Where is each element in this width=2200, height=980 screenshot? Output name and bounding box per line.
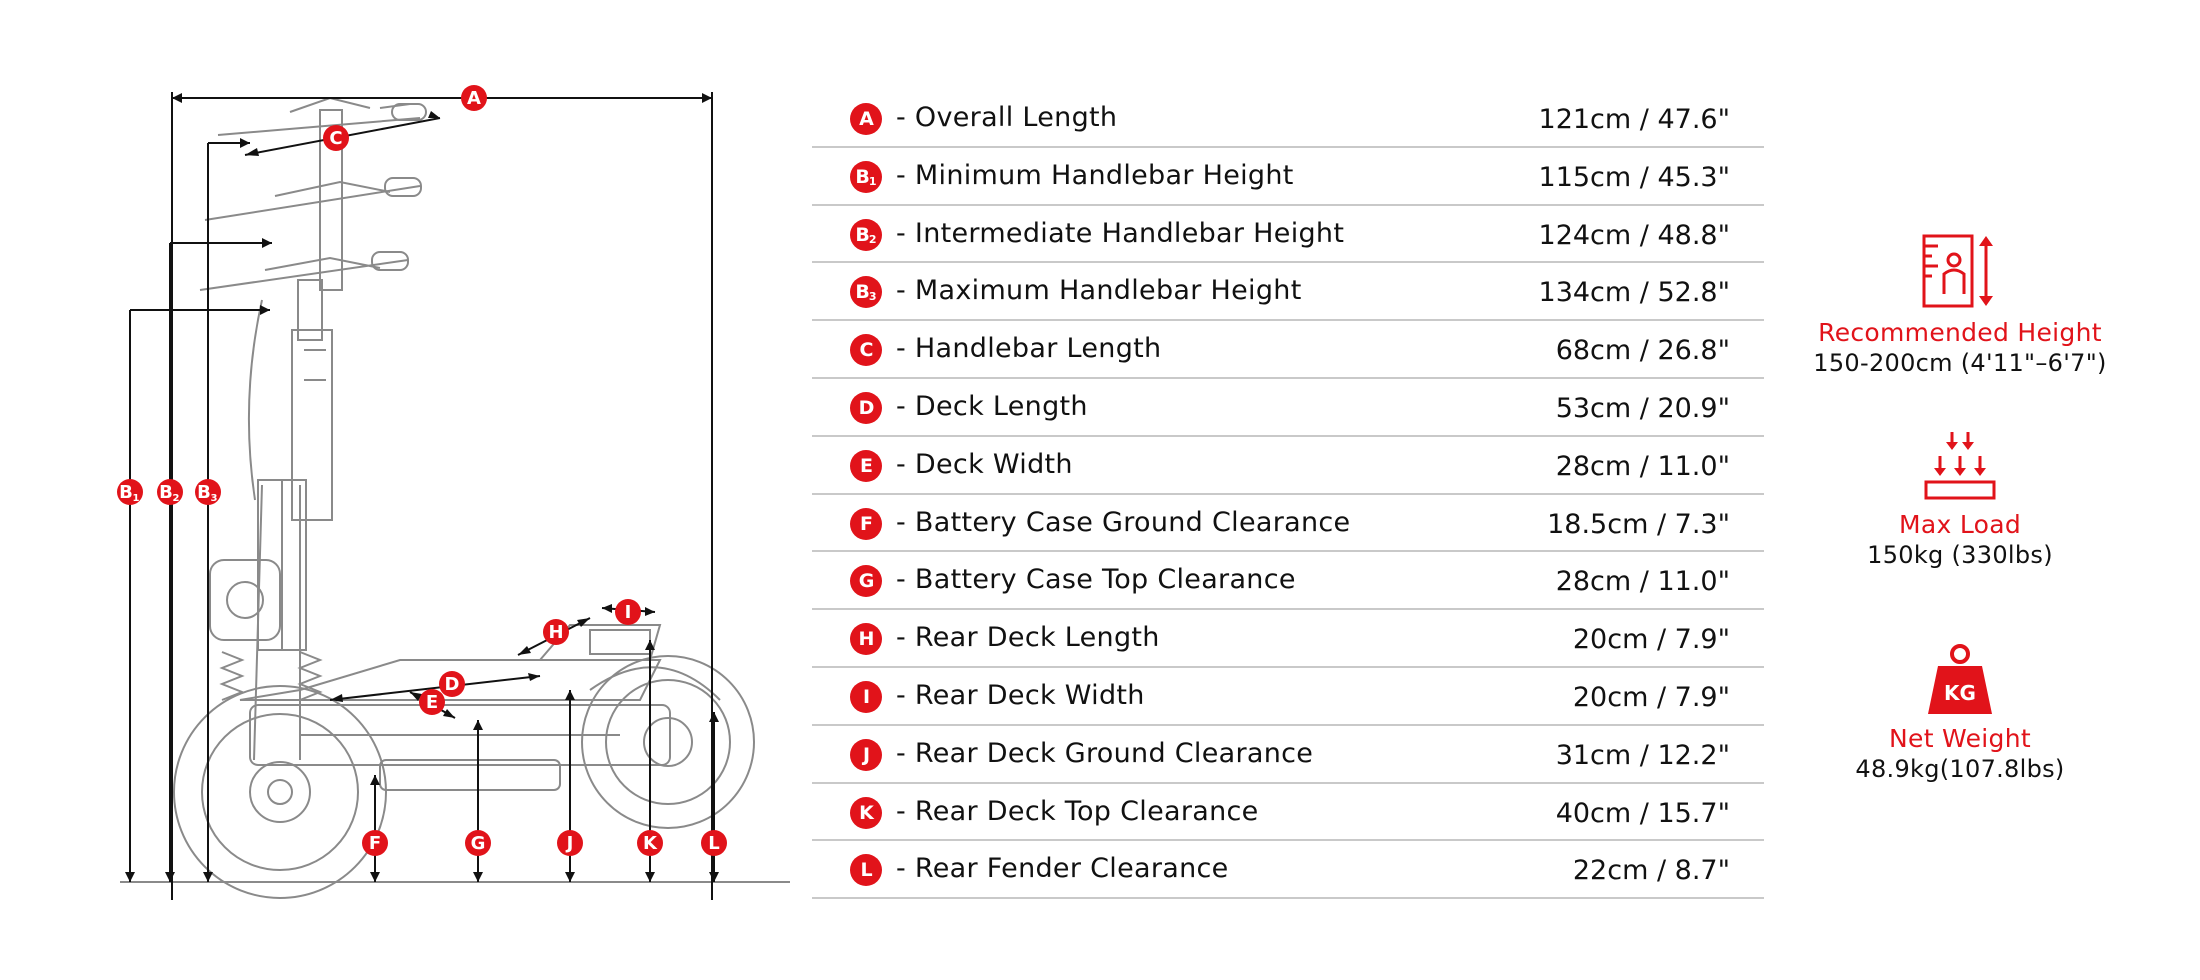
spec-row-b1 [812,148,1764,206]
spec-label: - Deck Width [896,448,1073,480]
spec-label: - Battery Case Ground Clearance [896,506,1351,538]
svg-text:F: F [368,833,382,854]
spec-badge: H [850,623,882,655]
spec-label: - Rear Fender Clearance [896,853,1229,885]
svg-text:B: B [159,482,173,503]
spec-value: 68cm / 26.8" [1555,335,1730,367]
spec-value: 31cm / 12.2" [1555,739,1730,771]
spec-label: - Deck Length [896,390,1088,422]
scooter-dimension-diagram [0,0,800,920]
spec-row-j [812,726,1764,784]
spec-badge: L [850,854,882,886]
marker-i [615,599,641,625]
svg-text:B: B [197,482,211,503]
max-load-block [1800,428,2120,569]
svg-text:I: I [624,602,632,623]
marker-d [439,671,465,697]
spec-value: 20cm / 7.9" [1572,624,1730,656]
spec-row-k [812,784,1764,842]
svg-text:E: E [425,692,439,713]
svg-text:L: L [708,833,720,854]
svg-text:G: G [470,833,486,854]
spec-label: - Handlebar Length [896,333,1162,365]
spec-label: - Rear Deck Top Clearance [896,795,1259,827]
spec-value: 53cm / 20.9" [1555,392,1730,424]
spec-row-b3 [812,263,1764,321]
marker-b1 [117,479,143,505]
info-value: 48.9kg(107.8lbs) [1855,755,2065,783]
info-value: 150kg (330lbs) [1867,541,2053,569]
spec-badge: F [850,508,882,540]
spec-badge: J [850,739,882,771]
spec-row-d [812,379,1764,437]
marker-f [362,830,388,856]
net-weight-block [1800,642,2120,783]
svg-text:A: A [467,88,481,109]
marker-b3 [195,479,221,505]
spec-row-c [812,321,1764,379]
svg-text:H: H [548,622,564,643]
spec-badge: E [850,450,882,482]
spec-value: 124cm / 48.8" [1538,219,1730,251]
spec-row-h [812,610,1764,668]
marker-g [465,830,491,856]
spec-label: - Rear Deck Ground Clearance [896,737,1314,769]
marker-e [419,689,445,715]
marker-l [701,830,727,856]
marker-k [637,830,663,856]
info-title: Net Weight [1889,724,2031,753]
marker-a [461,85,487,111]
spec-value: 134cm / 52.8" [1538,277,1730,309]
svg-text:KG: KG [1944,681,1976,705]
spec-badge: $B_3$ [850,276,882,308]
info-title: Max Load [1898,510,2021,539]
spec-badge: $B_2$ [850,219,882,251]
spec-label: - Battery Case Top Clearance [896,564,1296,596]
spec-value: 40cm / 15.7" [1555,797,1730,829]
spec-value: 115cm / 45.3" [1538,161,1730,193]
marker-h [543,619,569,645]
height-ruler-person-icon [1920,232,2000,312]
spec-value: 121cm / 47.6" [1538,104,1730,135]
svg-text:C: C [329,128,343,149]
spec-row-l [812,841,1764,899]
spec-row-i [812,668,1764,726]
svg-text:D: D [444,674,460,695]
max-load-arrows-icon [1920,428,2000,504]
spec-value: 22cm / 8.7" [1572,855,1730,887]
scooter-sketch [174,98,754,898]
spec-label: - Minimum Handlebar Height [896,159,1294,191]
kg-weight-icon [1920,642,2000,718]
svg-text:2: 2 [172,493,180,504]
spec-row-e [812,437,1764,495]
spec-value: 18.5cm / 7.3" [1547,508,1730,540]
spec-badge: D [850,392,882,424]
spec-badge: C [850,334,882,366]
spec-badge: $B_1$ [850,161,882,193]
svg-text:J: J [566,833,574,854]
spec-table [812,90,1764,899]
spec-label: - Rear Deck Length [896,622,1160,654]
spec-label: - Maximum Handlebar Height [896,275,1302,307]
marker-j [557,830,583,856]
recommended-height-block [1800,232,2120,377]
marker-b2 [157,479,183,505]
spec-row-f [812,495,1764,553]
svg-text:3: 3 [210,493,218,504]
spec-label: - Rear Deck Width [896,679,1145,711]
spec-badge: K [850,797,882,829]
marker-c [323,125,349,151]
spec-value: 28cm / 11.0" [1555,450,1730,482]
spec-badge: G [850,565,882,597]
svg-text:B: B [119,482,133,503]
svg-text:1: 1 [132,493,140,504]
info-value: 150-200cm (4'11"–6'7") [1813,349,2107,377]
spec-value: 28cm / 11.0" [1555,566,1730,598]
spec-row-a [812,90,1764,148]
spec-label: - Overall Length [896,102,1118,133]
spec-value: 20cm / 7.9" [1572,681,1730,713]
spec-row-g [812,552,1764,610]
spec-badge: I [850,681,882,713]
spec-row-b2 [812,206,1764,264]
svg-text:K: K [643,833,657,854]
spec-label: - Intermediate Handlebar Height [896,217,1345,249]
info-title: Recommended Height [1818,318,2102,347]
spec-badge: A [850,103,882,135]
